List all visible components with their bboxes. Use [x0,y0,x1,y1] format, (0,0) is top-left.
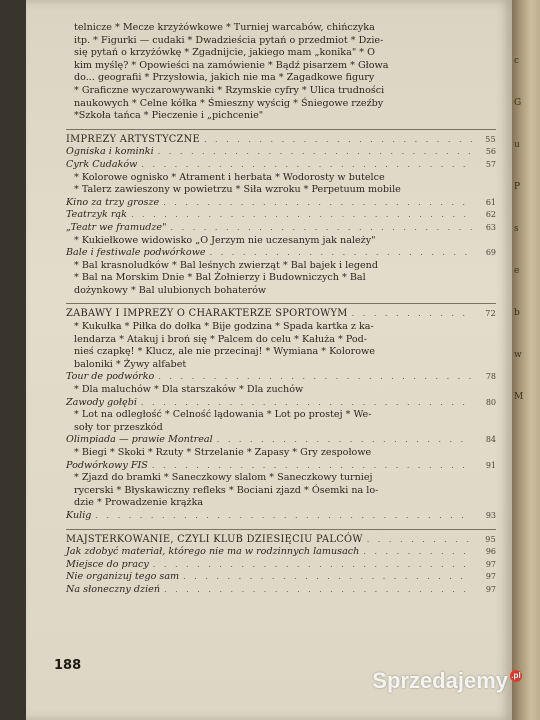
toc-entry-page: 57 [485,159,496,169]
intro-line: * Graficzne wyczarowywanki * Rzymskie cyfry * Ulica trudności [74,84,385,96]
spine-letter: w [514,350,522,360]
toc-entry-title: Miejsce do pracy [66,558,149,570]
description-line: soły tor przeszkód [74,421,163,433]
toc-entry-page: 97 [485,584,496,594]
toc-entry [66,247,496,260]
toc-entry-title: Bale i festiwale podwórkowe [66,247,206,259]
dot-leader [141,397,472,410]
intro-text [66,22,496,123]
toc-entry-page: 61 [485,197,496,207]
entry-description [66,409,496,434]
toc-entry [66,371,496,384]
description-line: * Talerz zawieszony w powietrzu * Siła wzroku * Perpetuum mobile [74,184,401,196]
dot-leader [152,460,472,473]
book-page [26,0,512,720]
toc-entry [66,146,496,159]
entry-description [66,472,496,510]
toc-entry [66,546,496,559]
toc-entry [66,584,496,597]
toc-entry [66,222,496,235]
section-heading [66,534,496,547]
toc-entry-title: Olimpiada — prawie Montreal [66,434,213,446]
section-divider [66,529,496,530]
dot-leader [210,247,472,260]
toc-entry-title: Nie organizuj tego sam [66,571,180,583]
toc-entry-title: Cyrk Cudaków [66,158,138,170]
entry-description [66,235,496,248]
table-of-contents [66,22,496,597]
section-heading [66,134,496,147]
dot-leader [163,197,472,210]
description-line: * Kukułka * Piłka do dołka * Bije godzina * Spada kartka z ka- [74,321,374,333]
section-heading-text: ZABAWY I IMPREZY O CHARAKTERZE SPORTOWYM [66,308,348,320]
toc-entry-title: Kulig [66,509,92,521]
dot-leader [183,571,472,584]
toc-entry [66,197,496,210]
dot-leader [217,434,472,447]
description-line: dożynkowy * Bal ulubionych bohaterów [74,284,267,296]
section-description [66,321,496,371]
dot-leader [158,371,472,384]
spine-letter: s [514,224,519,234]
dot-leader [367,534,472,547]
toc-entry-title: Ogniska i kominki [66,146,154,158]
toc-entry [66,434,496,447]
spine-letter: b [514,308,520,318]
spine-letters [514,40,536,418]
dot-leader [204,134,472,147]
toc-entry-title: Podwórkowy FIS [66,459,148,471]
toc-entry-page: 63 [485,222,496,232]
description-line: * Dla maluchów * Dla starszaków * Dla zuchów [74,384,304,396]
dot-leader [141,159,472,172]
description-line: baloniki * Żywy alfabet [74,358,187,370]
toc-entry-title: „Teatr we framudze" [66,221,167,233]
dot-leader [363,546,472,559]
description-line: lendarza * Atakuj i broń się * Palcem do celu * Kałuża * Pod- [74,333,368,345]
toc-entry-page: 96 [485,547,496,557]
intro-line: naukowych * Celne kółka * Śmieszny wyścig * Śniegowe rzeźby [74,97,384,109]
intro-line: do... geografii * Przysłowia, jakich nie ma * Zagadkowe figury [74,72,375,84]
dot-leader [164,584,472,597]
spine-letter: e [514,266,520,276]
spine-letter: P [514,182,521,192]
toc-entry [66,571,496,584]
description-line: * Lot na odległość * Celność lądowania * Lot po prostej * We- [74,409,372,421]
toc-entry-page: 93 [485,510,496,520]
section-heading-text: IMPREZY ARTYSTYCZNE [66,133,200,145]
spine-letter: u [514,140,520,150]
toc-entry-page: 80 [485,397,496,407]
description-line: rycerski * Błyskawiczny refleks * Bociani zjazd * Ósemki na lo- [74,484,379,496]
description-line: dzie * Prowadzenie krążka [74,497,204,509]
description-line: * Bal na Morskim Dnie * Bal Żołnierzy i Budowniczych * Bal [74,272,366,284]
intro-line: telnicze * Mecze krzyżówkowe * Turniej warcabów, chińczyka [74,22,375,33]
toc-entry [66,159,496,172]
spine-letter: M [514,392,524,402]
toc-entry [66,460,496,473]
description-line: * Bal krasnoludków * Bal leśnych zwierząt * Bal bajek i legend [74,259,378,271]
toc-entry [66,559,496,572]
toc-entry-title: Teatrzyk rąk [66,209,127,221]
toc-entry-page: 62 [485,210,496,220]
toc-entry-title: Jak zdobyć materiał, którego nie ma w rodzinnych lamusach [66,546,360,558]
entry-description [66,384,496,397]
toc-entry-page: 97 [485,559,496,569]
toc-entry-title: Tour de podwórko [66,371,155,383]
toc-entry [66,209,496,222]
toc-entry [66,510,496,523]
dot-leader [95,510,472,523]
description-line: * Kolorowe ognisko * Atrament i herbata * Wodorosty w butelce [74,171,385,183]
description-line: * Zjazd do bramki * Saneczkowy slalom * Saneczkowy turniej [74,472,373,484]
section-page-number: 72 [485,309,496,319]
entry-description [66,447,496,460]
dot-leader [131,209,472,222]
toc-entry-page: 78 [485,372,496,382]
description-line: * Biegi * Skoki * Rzuty * Strzelanie * Zapasy * Gry zespołowe [74,447,372,458]
intro-line: się pytań o krzyżówkę * Zgadnijcie, jakiego mam „konika" * O [74,47,376,59]
page-number: 188 [54,658,82,673]
watermark-badge: .pl [511,671,521,680]
dot-leader [352,308,472,321]
dot-leader [158,146,472,159]
toc-entry-page: 69 [485,248,496,258]
section-heading-text: MAJSTERKOWANIE, CZYLI KLUB DZIESIĘCIU PALCÓW [66,533,363,545]
toc-entry-title: Na słoneczny dzień [66,583,161,595]
intro-line: itp. * Figurki — cudaki * Dwadzieścia pytań o przedmiot * Dzie- [74,34,384,46]
intro-line: kim myślę? * Opowieści na zamówienie * Bądź pisarzem * Głowa [74,59,389,71]
description-line: nieś czapkę! * Klucz, ale nie przecinaj! * Wymiana * Kolorowe [74,346,375,358]
entry-description [66,172,496,197]
toc-entry-title: Kino za trzy grosze [66,196,160,208]
section-heading [66,308,496,321]
section-page-number: 55 [485,134,496,144]
toc-entry-page: 56 [485,147,496,157]
toc-entry-page: 97 [485,572,496,582]
spine-letter: G [514,98,522,108]
watermark-text: Sprzedajemy [372,668,508,693]
spine-letter: c [514,56,520,66]
watermark-logo [372,668,522,694]
book-spine [510,0,540,720]
section-divider [66,129,496,130]
description-line: * Kukiełkowe widowisko „O Jerzym nie uczesanym jak należy" [74,234,376,246]
toc-entry [66,397,496,410]
toc-entry-page: 91 [485,460,496,470]
dot-leader [171,222,472,235]
toc-entry-title: Zawody gołębi [66,396,137,408]
dot-leader [153,559,472,572]
toc-entry-page: 84 [485,435,496,445]
section-divider [66,303,496,304]
section-page-number: 95 [485,534,496,544]
intro-line: *Szkoła tańca * Pieczenie i „pichcenie" [74,110,264,122]
entry-description [66,260,496,298]
